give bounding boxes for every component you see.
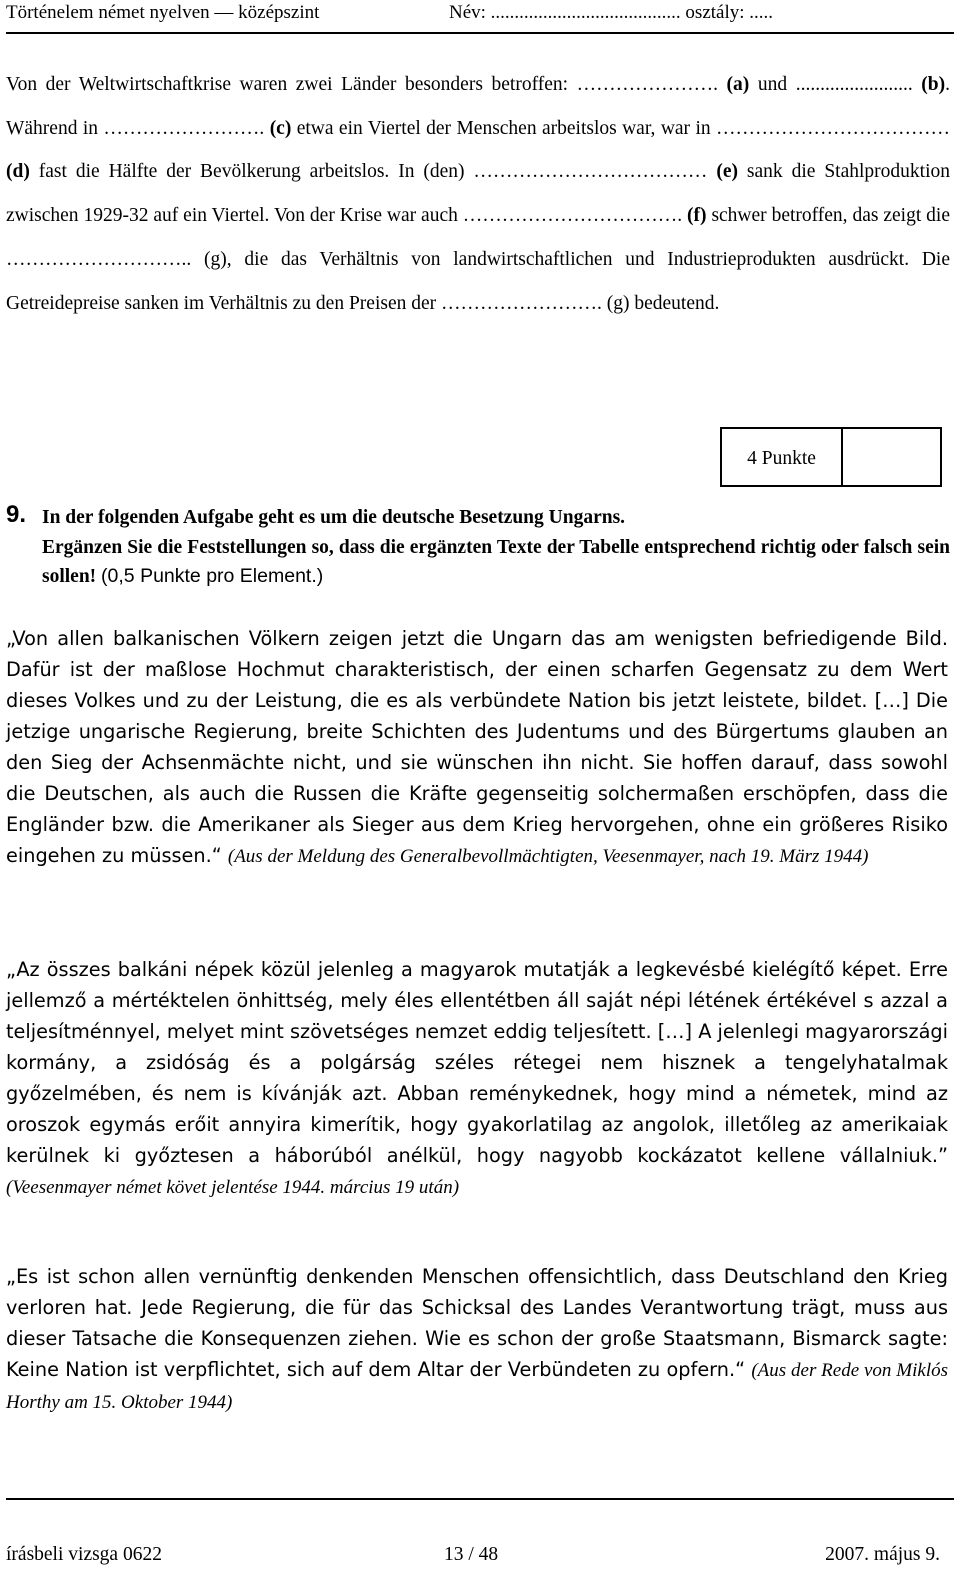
points-label: 4 Punkte: [722, 429, 843, 485]
quote-block: [6, 954, 948, 1203]
task8-text: . Während in …………………….: [6, 74, 950, 139]
quote-block: [6, 623, 948, 872]
quote-source: (Veesenmayer német követ jelentése 1944. március 19 után): [6, 1177, 460, 1198]
footer-date: 2007. május 9.: [825, 1544, 940, 1565]
quote-text: „Az összes balkáni népek közül jelenleg a magyarok mutatják a legkevésbé kielégítő képet. Erre jellemző a mértéktelen önhittség, mely éles ellentétben áll saját népi létének értékével s azzal a teljesítménnyel, melyet mint szövetséges nemzet eddig teljesített. […] A jelenlegi magyarországi kormány, a zsidóság és a polgárság széles rétegei nem hisznek a tengelyhatalmak győzelmében, és nem is kívánják azt. Abban reménykednek, hogy mind a németek, mind az oroszok egymás erőit annyira kimerítik, hogy gyakorlatilag az angolok, illetőleg az amerikaiak kerülnek ki győztesen a háborúból anélkül, hogy nagyobb kockázatot kellene vállalniuk.”: [6, 958, 948, 1167]
task8-text: etwa ein Viertel der Menschen arbeitslos war, war in ………………………………: [291, 117, 950, 139]
footer-divider: [6, 1498, 954, 1500]
question-instructions: [42, 503, 950, 592]
label-c: (c): [269, 117, 292, 139]
footer-exam-code: írásbeli vizsga 0622: [6, 1544, 162, 1565]
label-f: (f): [687, 205, 707, 227]
header-name-field: Név: ........................................ osztály: .....: [449, 2, 774, 23]
question-note: (0,5 Punkte pro Element.): [101, 565, 324, 587]
label-b: (b): [921, 74, 946, 95]
points-score-cell[interactable]: [843, 429, 940, 485]
quote-source: (Aus der Meldung des Generalbevollmächtigten, Veesenmayer, nach 19. März 1944): [227, 846, 869, 867]
question-line1: In der folgenden Aufgabe geht es um die deutsche Besetzung Ungarns.: [42, 507, 626, 528]
task8-text: sank die Stahlproduktion zwischen 1929-32 auf ein Viertel. Von der Krise war auch …………………………….: [6, 161, 951, 227]
task8-text: schwer betroffen, das zeigt die ……………………….. (g), die das Verhältnis von landwirtschaftlichen und Industrieprodukten ausdrückt. Die Getreidepreise sanken im Verhältnis zu den Preisen der ……………………. (g) bedeutend.: [6, 205, 950, 314]
quote-source: (Aus der Rede von Miklós Horthy am 15. Oktober 1944): [6, 1360, 948, 1413]
label-a: (a): [726, 74, 750, 95]
task8-paragraph: [6, 63, 950, 325]
footer-page-number: 13 / 48: [444, 1544, 499, 1565]
task8-text: und ........................: [749, 74, 922, 95]
question-line2: Ergänzen Sie die Feststellungen so, dass die ergänzten Texte der Tabelle entsprechend richtig oder falsch sein sollen!: [42, 536, 950, 587]
label-d: (d): [6, 161, 30, 183]
quote-text: „Es ist schon allen vernünftig denkenden Menschen offensichtlich, dass Deutschland den Krieg verloren hat. Jede Regierung, die für das Schicksal des Landes Verantwortung trägt, muss aus dieser Tatsache die Konsequenzen ziehen. Wie es schon der große Staatsmann, Bismarck sagte: Keine Nation ist verpflichtet, sich auf dem Altar der Verbündeten zu opfern.“: [6, 1265, 948, 1381]
points-box: [720, 427, 942, 487]
page-header: [6, 0, 954, 34]
task8-text: Von der Weltwirtschaftkrise waren zwei Länder besonders betroffen: ………………….: [6, 74, 727, 95]
quote-text: „Von allen balkanischen Völkern zeigen jetzt die Ungarn das am wenigsten befriedigende Bild. Dafür ist der maßlose Hochmut charakteristisch, der einen scharfen Gegensatz zu dem Wert dieses Volkes und zu der Leistung, die es als verbündete Nation bis jetzt leistete, bildet. […] Die jetzige ungarische Regierung, breite Schichten des Judentums und des Bürgertums glauben an den Sieg der Achsenmächte nicht, und sie wünschen ihn nicht. Sie hoffen darauf, dass sowohl die Deutschen, als auch die Russen die Kräfte gegenseitig solchermaßen erschöpfen, dass die Engländer bzw. die Amerikaner als Sieger aus dem Krieg hervorgehen, ohne ein größeres Risiko eingehen zu müssen.“: [6, 627, 948, 867]
label-e: (e): [716, 161, 739, 183]
task8-text: fast die Hälfte der Bevölkerung arbeitslos. In (den) ………………………………: [29, 161, 717, 183]
quote-block: [6, 1261, 948, 1418]
question-number: 9.: [6, 501, 27, 528]
header-title: Történelem német nyelven — középszint: [6, 2, 320, 23]
